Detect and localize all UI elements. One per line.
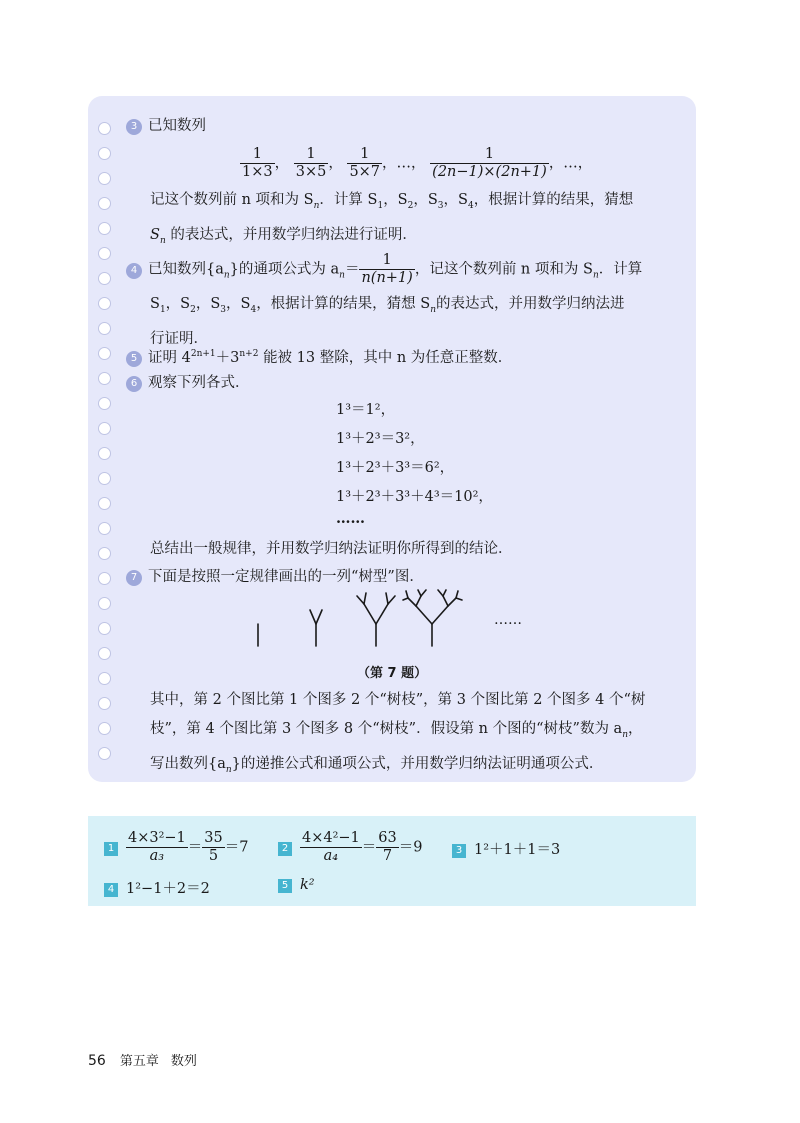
question-7: 7 下面是按照一定规律画出的一列“树型”图．	[126, 563, 682, 592]
question-7-body: 其中，第 2 个图比第 1 个图多 2 个“树枝”，第 3 个图比第 2 个图多 4 个“树 枝”，第 4 个图比第 3 个图多 8 个“树枝”．假设第 n 个图的“树枝”数为 $a_n$， 写出数列$\{a_n\}$的递推公式和通项公式，并用数学归纳法证明通项公式．	[150, 692, 646, 775]
answer-number: 5	[278, 879, 292, 893]
binder-ring	[98, 397, 111, 410]
fraction: $\frac{1}{(2n-1)\times(2n+1)}$	[432, 146, 547, 180]
fraction: $\frac{1}{5\times 7}$	[349, 146, 381, 180]
binder-ring	[98, 747, 111, 760]
tree-ellipsis: ……	[494, 612, 522, 628]
binder-ring	[98, 597, 111, 610]
binder-ring	[98, 572, 111, 585]
binder-ring	[98, 522, 111, 535]
chapter-label: 第五章	[119, 1054, 159, 1069]
fraction: $\frac{\text{4×3²−1}}{\text{a₃}}$	[128, 830, 186, 864]
binder-ring	[98, 547, 111, 560]
question-text: 已知数列	[148, 118, 206, 134]
question-number: 5	[126, 351, 142, 367]
binder-ring	[98, 172, 111, 185]
answer-number: 3	[452, 844, 466, 858]
binder-ring	[98, 497, 111, 510]
formula-line: 1³＋2³＋3³＋4³＝10²，	[336, 489, 493, 505]
fraction: $\frac{35}{5}$	[204, 830, 223, 864]
fraction: $\frac{\text{4×4²−1}}{\text{a₄}}$	[302, 830, 360, 864]
question-4: 4 已知数列$\{a_n\}$的通项公式为 $a_n=$ $\frac{1}{n(n+1)}$ ，记这个数列前 n 项和为 $S_n$．计算 $S_1$，$S_2$，$S_3$，$S_4$，根据计算的结果，猜想 $S_n$的表达式，并用数学归纳法进 行证明．	[126, 252, 682, 354]
answer-3: 3 1²＋1＋1＝3	[452, 838, 560, 859]
binder-ring	[98, 372, 111, 385]
fraction: $\frac{1}{n(n+1)}$	[361, 252, 413, 286]
question-6: 6 观察下列各式．	[126, 369, 682, 398]
question-5: 5 证明 $4^{2n+1}+3^{n+2}$ 能被 13 整除，其中 n 为任意正整数．	[126, 340, 682, 373]
answer-number: 2	[278, 842, 292, 856]
answer-number: 1	[104, 842, 118, 856]
binder-ring	[98, 297, 111, 310]
fraction: $\frac{63}{7}$	[378, 830, 397, 864]
binder-ring	[98, 147, 111, 160]
binder-ring	[98, 447, 111, 460]
tree-figure-3	[357, 593, 395, 646]
chapter-title: 数列	[170, 1054, 197, 1069]
formula-ellipsis: ……	[336, 510, 365, 527]
binder-ring	[98, 272, 111, 285]
binder-ring	[98, 197, 111, 210]
binder-ring	[98, 672, 111, 685]
question-6-tail: 总结出一般规律，并用数学归纳法证明你所得到的结论．	[150, 541, 513, 557]
answer-2: 2 $\frac{\text{4×4²−1}}{\text{a₄}}$ ＝ $\frac{63}{7}$ ＝9	[278, 830, 422, 865]
formula-line: 1³＋2³＝3²，	[336, 431, 425, 447]
binder-ring	[98, 622, 111, 635]
question-3-body: 记这个数列前 n 项和为 $S_n$．计算 $S_1$，$S_2$，$S_3$，$S_4$，根据计算的结果，猜想 $S_n$ 的表达式，并用数学归纳法进行证明．	[150, 192, 634, 246]
binder-ring	[98, 647, 111, 660]
tree-figure-2	[310, 610, 322, 646]
binder-ring	[98, 222, 111, 235]
fraction: $\frac{1}{1\times 3}$	[242, 146, 273, 180]
fraction: $\frac{1}{3\times 5}$	[295, 146, 327, 180]
question-number: 4	[126, 263, 142, 279]
formula-line: 1³＝1²，	[336, 402, 396, 418]
binder-ring	[98, 347, 111, 360]
answer-1: 1 $\frac{\text{4×3²−1}}{\text{a₃}}$ ＝ $\frac{35}{5}$ ＝7	[104, 830, 248, 865]
question-number: 6	[126, 376, 142, 392]
page-number: 56	[88, 1053, 106, 1069]
page-footer	[88, 1050, 197, 1069]
answer-number: 4	[104, 883, 118, 897]
binder-ring	[98, 422, 111, 435]
binder-ring	[98, 472, 111, 485]
binder-ring	[98, 247, 111, 260]
figure-caption: （第 7 题）	[357, 666, 428, 681]
question-3	[126, 112, 682, 141]
answer-4: 4 1²−1＋2＝2	[104, 877, 210, 898]
question-number: 3	[126, 119, 142, 135]
binder-ring	[98, 122, 111, 135]
binder-ring	[98, 722, 111, 735]
answer-5: 5 k²	[278, 877, 315, 893]
binder-ring	[98, 697, 111, 710]
formula-line: 1³＋2³＋3³＝6²，	[336, 460, 455, 476]
sequence-formula: $\frac{1}{1\times 3}$ ， $\frac{1}{3\times 5}$ ， $\frac{1}{5\times 7}$ ，…， $\frac{1}{(2n-1)\times(2n+1)}$ ，…，	[242, 146, 593, 180]
question-number: 7	[126, 570, 142, 586]
binder-ring	[98, 322, 111, 335]
tree-figure-4	[403, 590, 462, 646]
